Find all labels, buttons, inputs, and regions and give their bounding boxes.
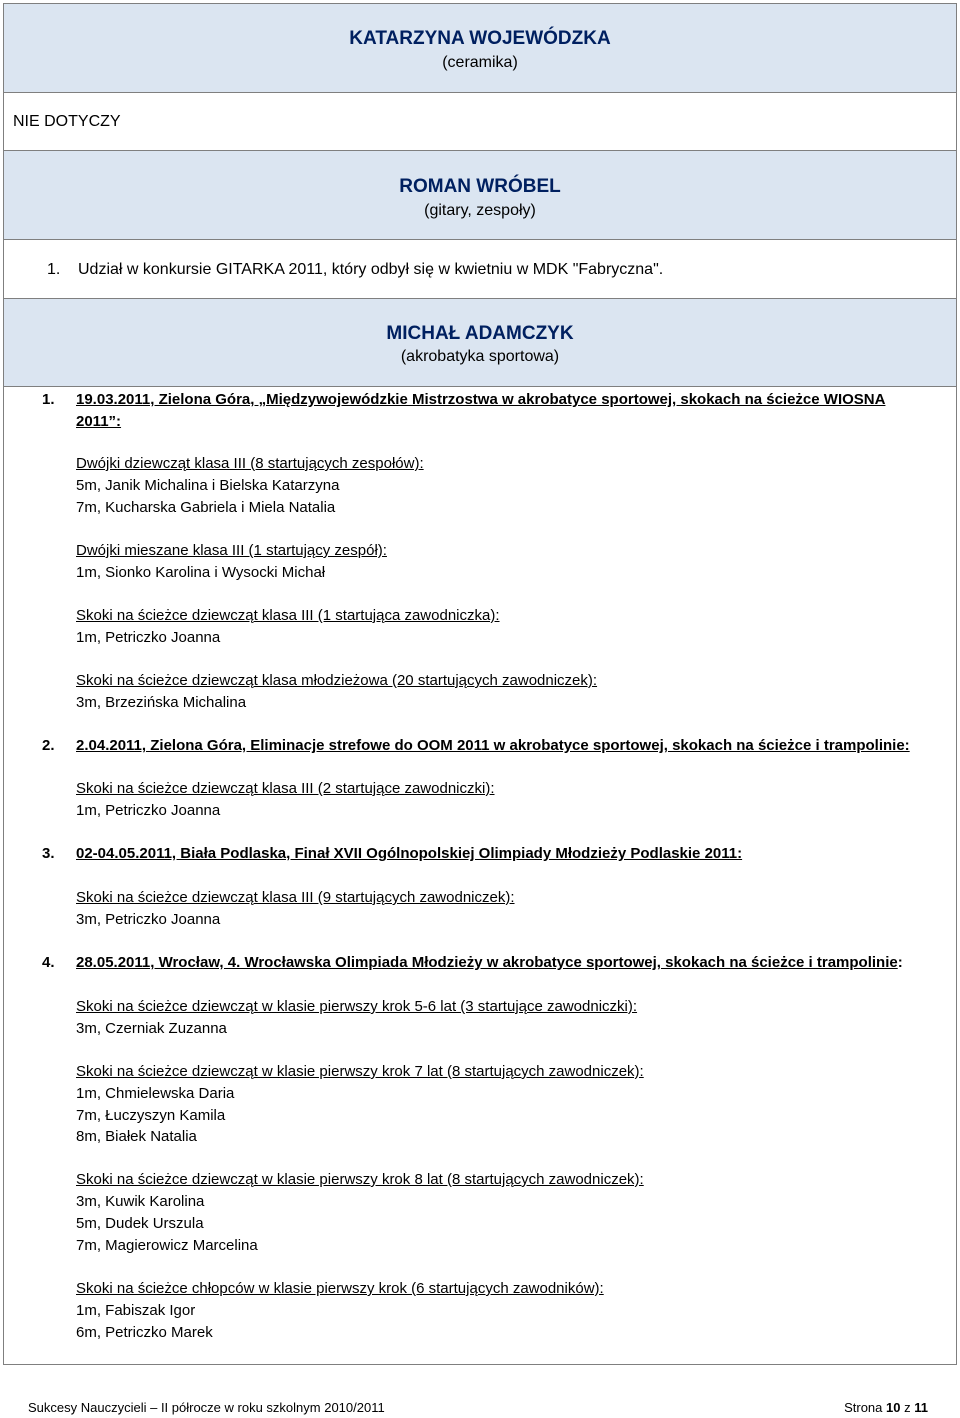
page-current: 10	[886, 1400, 901, 1415]
teacher-subject: (akrobatyka sportowa)	[400, 348, 560, 365]
section-header-roman	[4, 151, 956, 240]
footer-title: Sukcesy Nauczycieli – II półrocze w roku szkolnym 2010/2011	[28, 1400, 385, 1415]
result-line: 7m, Łuczyszyn Kamila	[76, 1107, 226, 1124]
event-heading	[76, 954, 903, 971]
section-header-michal	[4, 299, 956, 387]
list-item-number: 3.	[42, 845, 55, 862]
result-line: 1m, Sionko Karolina i Wysocki Michał	[76, 564, 326, 581]
event-heading: 2.04.2011, Zielona Góra, Eliminacje strefowe do OOM 2011 w akrobatyce sportowej, skokach na ścieżce i trampolinie:	[76, 737, 910, 754]
category-title: Dwójki mieszane klasa III (1 startujący zespół):	[76, 542, 387, 559]
result-line: 3m, Czerniak Zuzanna	[76, 1020, 227, 1037]
category-title: Skoki na ścieżce dziewcząt klasa młodzieżowa (20 startujących zawodniczek):	[76, 672, 598, 689]
result-line: 3m, Petriczko Joanna	[76, 911, 221, 928]
result-line: 3m, Brzezińska Michalina	[76, 694, 247, 711]
result-line: 1m, Petriczko Joanna	[76, 802, 221, 819]
section-body-roman	[4, 240, 956, 299]
category-title: Dwójki dziewcząt klasa III (8 startujących zespołów):	[76, 455, 424, 472]
result-line: 1m, Petriczko Joanna	[76, 629, 221, 646]
category-title: Skoki na ścieżce dziewcząt w klasie pierwszy krok 5-6 lat (3 startujące zawodniczki):	[76, 998, 638, 1015]
category-title: Skoki na ścieżce dziewcząt klasa III (2 startujące zawodniczki):	[76, 780, 495, 797]
teacher-name: MICHAŁ ADAMCZYK	[386, 323, 574, 344]
result-line: 1m, Chmielewska Daria	[76, 1085, 235, 1102]
not-applicable-text: NIE DOTYCZY	[13, 113, 121, 130]
list-item-number: 1.	[42, 391, 55, 408]
result-line: 1m, Fabiszak Igor	[76, 1302, 196, 1319]
result-line: 7m, Magierowicz Marcelina	[76, 1237, 258, 1254]
category-title: Skoki na ścieżce dziewcząt w klasie pierwszy krok 8 lat (8 startujących zawodniczek):	[76, 1171, 644, 1188]
result-line: 3m, Kuwik Karolina	[76, 1193, 205, 1210]
result-line: 6m, Petriczko Marek	[76, 1324, 213, 1341]
page-number	[844, 1400, 928, 1415]
section-header-katarzyna	[4, 4, 956, 93]
list-item-number: 2.	[42, 737, 55, 754]
category-title: Skoki na ścieżce chłopców w klasie pierwszy krok (6 startujących zawodników):	[76, 1280, 604, 1297]
page-word: Strona	[844, 1400, 883, 1415]
section-body-katarzyna	[4, 93, 956, 151]
category-title: Skoki na ścieżce dziewcząt klasa III (9 startujących zawodniczek):	[76, 889, 515, 906]
event-heading-colon: :	[897, 954, 903, 971]
event-heading: 02-04.05.2011, Biała Podlaska, Finał XVII Ogólnopolskiej Olimpiady Młodzieży Podlaskie 2011:	[76, 845, 743, 862]
page-separator: z	[904, 1400, 911, 1415]
result-line: 7m, Kucharska Gabriela i Miela Natalia	[76, 499, 336, 516]
event-heading: 19.03.2011, Zielona Góra, „Międzywojewódzkie Mistrzostwa w akrobatyce sportowej, skokach na ścieżce WIOSNA	[76, 391, 886, 408]
teacher-subject: (gitary, zespoły)	[424, 202, 536, 219]
list-item-number: 1.	[47, 261, 61, 278]
achievements-table	[3, 3, 957, 1365]
event-heading-text: 28.05.2011, Wrocław, 4. Wrocławska Olimpiada Młodzieży w akrobatyce sportowej, skokach na ścieżce i trampolinie	[76, 954, 898, 971]
result-line: 5m, Janik Michalina i Bielska Katarzyna	[76, 477, 340, 494]
list-item-number: 4.	[42, 954, 55, 971]
page-total: 11	[914, 1400, 928, 1415]
list-item-text: Udział w konkursie GITARKA 2011, który odbył się w kwietniu w MDK "Fabryczna".	[78, 261, 664, 278]
teacher-subject: (ceramika)	[442, 54, 518, 71]
result-line: 8m, Białek Natalia	[76, 1128, 197, 1145]
category-title: Skoki na ścieżce dziewcząt klasa III (1 startująca zawodniczka):	[76, 607, 500, 624]
teacher-name: ROMAN WRÓBEL	[399, 176, 561, 197]
event-heading-cont: 2011”:	[76, 413, 122, 430]
result-line: 5m, Dudek Urszula	[76, 1215, 204, 1232]
teacher-name: KATARZYNA WOJEWÓDZKA	[349, 28, 611, 49]
category-title: Skoki na ścieżce dziewcząt w klasie pierwszy krok 7 lat (8 startujących zawodniczek):	[76, 1063, 644, 1080]
